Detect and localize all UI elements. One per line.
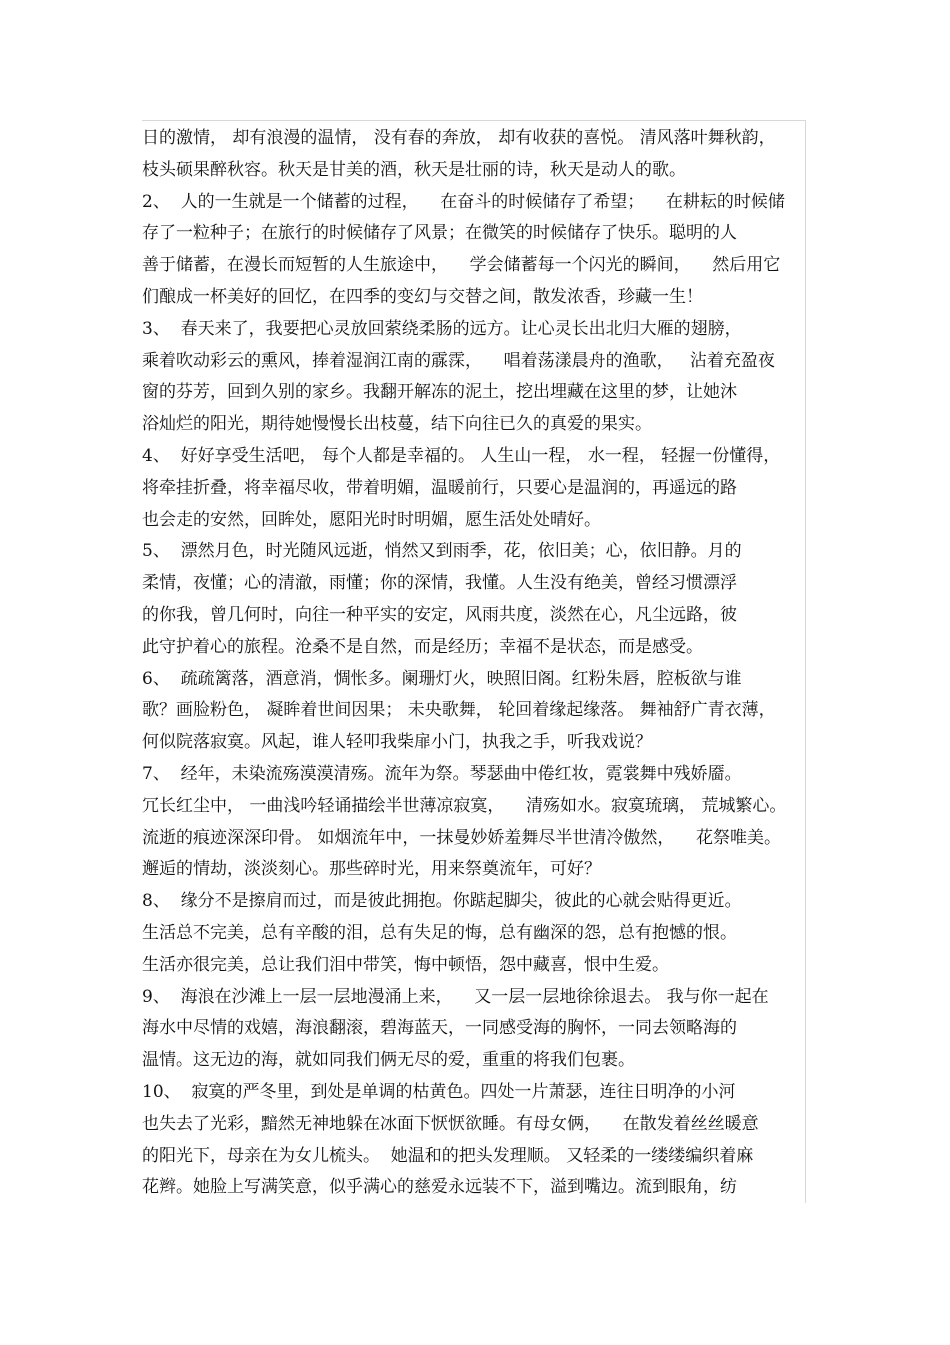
text-line: 9、 海浪在沙滩上一层一层地漫涌上来， 又一层一层地徐徐退去。 我与你一起在 xyxy=(142,987,769,1007)
text-line: 4、 好好享受生活吧， 每个人都是幸福的。 人生山一程， 水一程， 轻握一份懂得， xyxy=(142,446,781,466)
text-line: 将牵挂折叠，将幸福尽收，带着明媚，温暖前行，只要心是温润的，再遥远的路 xyxy=(142,478,737,498)
text-line: 冗长红尘中， 一曲浅吟轻诵描绘半世薄凉寂寞， 清殇如水。寂寞琉璃， 荒城繁心。 xyxy=(142,796,787,816)
text-line: 10、 寂寞的严冬里，到处是单调的枯黄色。四处一片萧瑟，连往日明净的小河 xyxy=(142,1082,736,1102)
text-line: 善于储蓄，在漫长而短暂的人生旅途中， 学会储蓄每一个闪光的瞬间， 然后用它 xyxy=(142,255,781,275)
text-line: 窗的芬芳，回到久别的家乡。我翻开解冻的泥土，挖出埋藏在这里的梦，让她沐 xyxy=(142,382,737,402)
text-line: 3、 春天来了，我要把心灵放回萦绕柔肠的远方。让心灵长出北归大雁的翅膀， xyxy=(142,319,742,339)
text-line: 也会走的安然，回眸处，愿阳光时时明媚，愿生活处处晴好。 xyxy=(142,510,601,530)
text-line: 7、 经年，未染流殇漠漠清殇。流年为祭。琴瑟曲中倦红妆，霓裳舞中残娇靥。 xyxy=(142,764,742,784)
text-line: 5、 漂然月色，时光随风远逝，悄然又到雨季，花，依旧美；心，依旧静。月的 xyxy=(142,541,742,561)
text-line: 也失去了光彩，黯然无神地躲在冰面下恹恹欲睡。有母女俩， 在散发着丝丝暖意 xyxy=(142,1114,759,1134)
text-line: 温情。这无边的海，就如同我们俩无尽的爱，重重的将我们包裹。 xyxy=(142,1050,635,1070)
text-line: 花辫。她脸上写满笑意，似乎满心的慈爱永远装不下，溢到嘴边。流到眼角，纺 xyxy=(142,1177,737,1197)
text-line: 歌？画脸粉色， 凝眸着世间因果； 未央歌舞， 轮回着缘起缘落。 舞袖舒广青衣薄， xyxy=(142,700,776,720)
text-line: 生活亦很完美，总让我们泪中带笑，悔中顿悟，怨中藏喜，恨中生爱。 xyxy=(142,955,669,975)
text-line: 浴灿烂的阳光，期待她慢慢长出枝蔓，结下向往已久的真爱的果实。 xyxy=(142,414,652,434)
text-line: 枝头硕果醉秋容。秋天是甘美的酒，秋天是壮丽的诗，秋天是动人的歌。 xyxy=(142,160,686,180)
text-line: 邂逅的情劫，淡淡刻心。那些碎时光，用来祭奠流年，可好？ xyxy=(142,859,601,879)
text-line: 柔情，夜懂；心的清澈，雨懂；你的深情，我懂。人生没有绝美，曾经习惯漂浮 xyxy=(142,573,737,593)
text-line: 2、 人的一生就是一个储蓄的过程， 在奋斗的时候储存了希望； 在耕耘的时候储 xyxy=(142,192,785,212)
text-line: 此守护着心的旅程。沧桑不是自然，而是经历；幸福不是状态，而是感受。 xyxy=(142,637,703,657)
text-line: 存了一粒种子；在旅行的时候储存了风景；在微笑的时候储存了快乐。聪明的人 xyxy=(142,223,737,243)
page-border-top xyxy=(142,120,806,121)
text-line: 们酿成一杯美好的回忆，在四季的变幻与交替之间，散发浓香，珍藏一生！ xyxy=(142,287,703,307)
text-line: 的你我，曾几何时，向往一种平实的安定，风雨共度，淡然在心，凡尘远路，彼 xyxy=(142,605,737,625)
text-line: 的阳光下，母亲在为女儿梳头。 她温和的把头发理顺。 又轻柔的一缕缕编织着麻 xyxy=(142,1146,754,1166)
text-line: 8、 缘分不是擦肩而过，而是彼此拥抱。你踮起脚尖，彼此的心就会贴得更近。 xyxy=(142,891,742,911)
document-body xyxy=(142,122,806,1202)
text-line: 乘着吹动彩云的熏风，捧着湿润江南的霡霂， 唱着荡漾晨舟的渔歌， 沾着充盈夜 xyxy=(142,351,775,371)
text-line: 6、 疏疏篱落，酒意消，惆怅多。阑珊灯火，映照旧阁。红粉朱唇，腔板欲与谁 xyxy=(142,669,742,689)
text-line: 流逝的痕迹深深印骨。 如烟流年中，一抹曼妙娇羞舞尽半世清冷傲然， 花祭唯美。 xyxy=(142,828,782,848)
text-line: 日的激情， 却有浪漫的温情， 没有春的奔放， 却有收获的喜悦。 清风落叶舞秋韵， xyxy=(142,128,776,148)
text-line: 生活总不完美，总有辛酸的泪，总有失足的悔，总有幽深的怨，总有抱憾的恨。 xyxy=(142,923,737,943)
text-line: 何似院落寂寞。风起，谁人轻叩我柴扉小门，执我之手，听我戏说？ xyxy=(142,732,652,752)
text-line: 海水中尽情的戏嬉，海浪翻滚，碧海蓝天，一同感受海的胸怀，一同去领略海的 xyxy=(142,1018,737,1038)
